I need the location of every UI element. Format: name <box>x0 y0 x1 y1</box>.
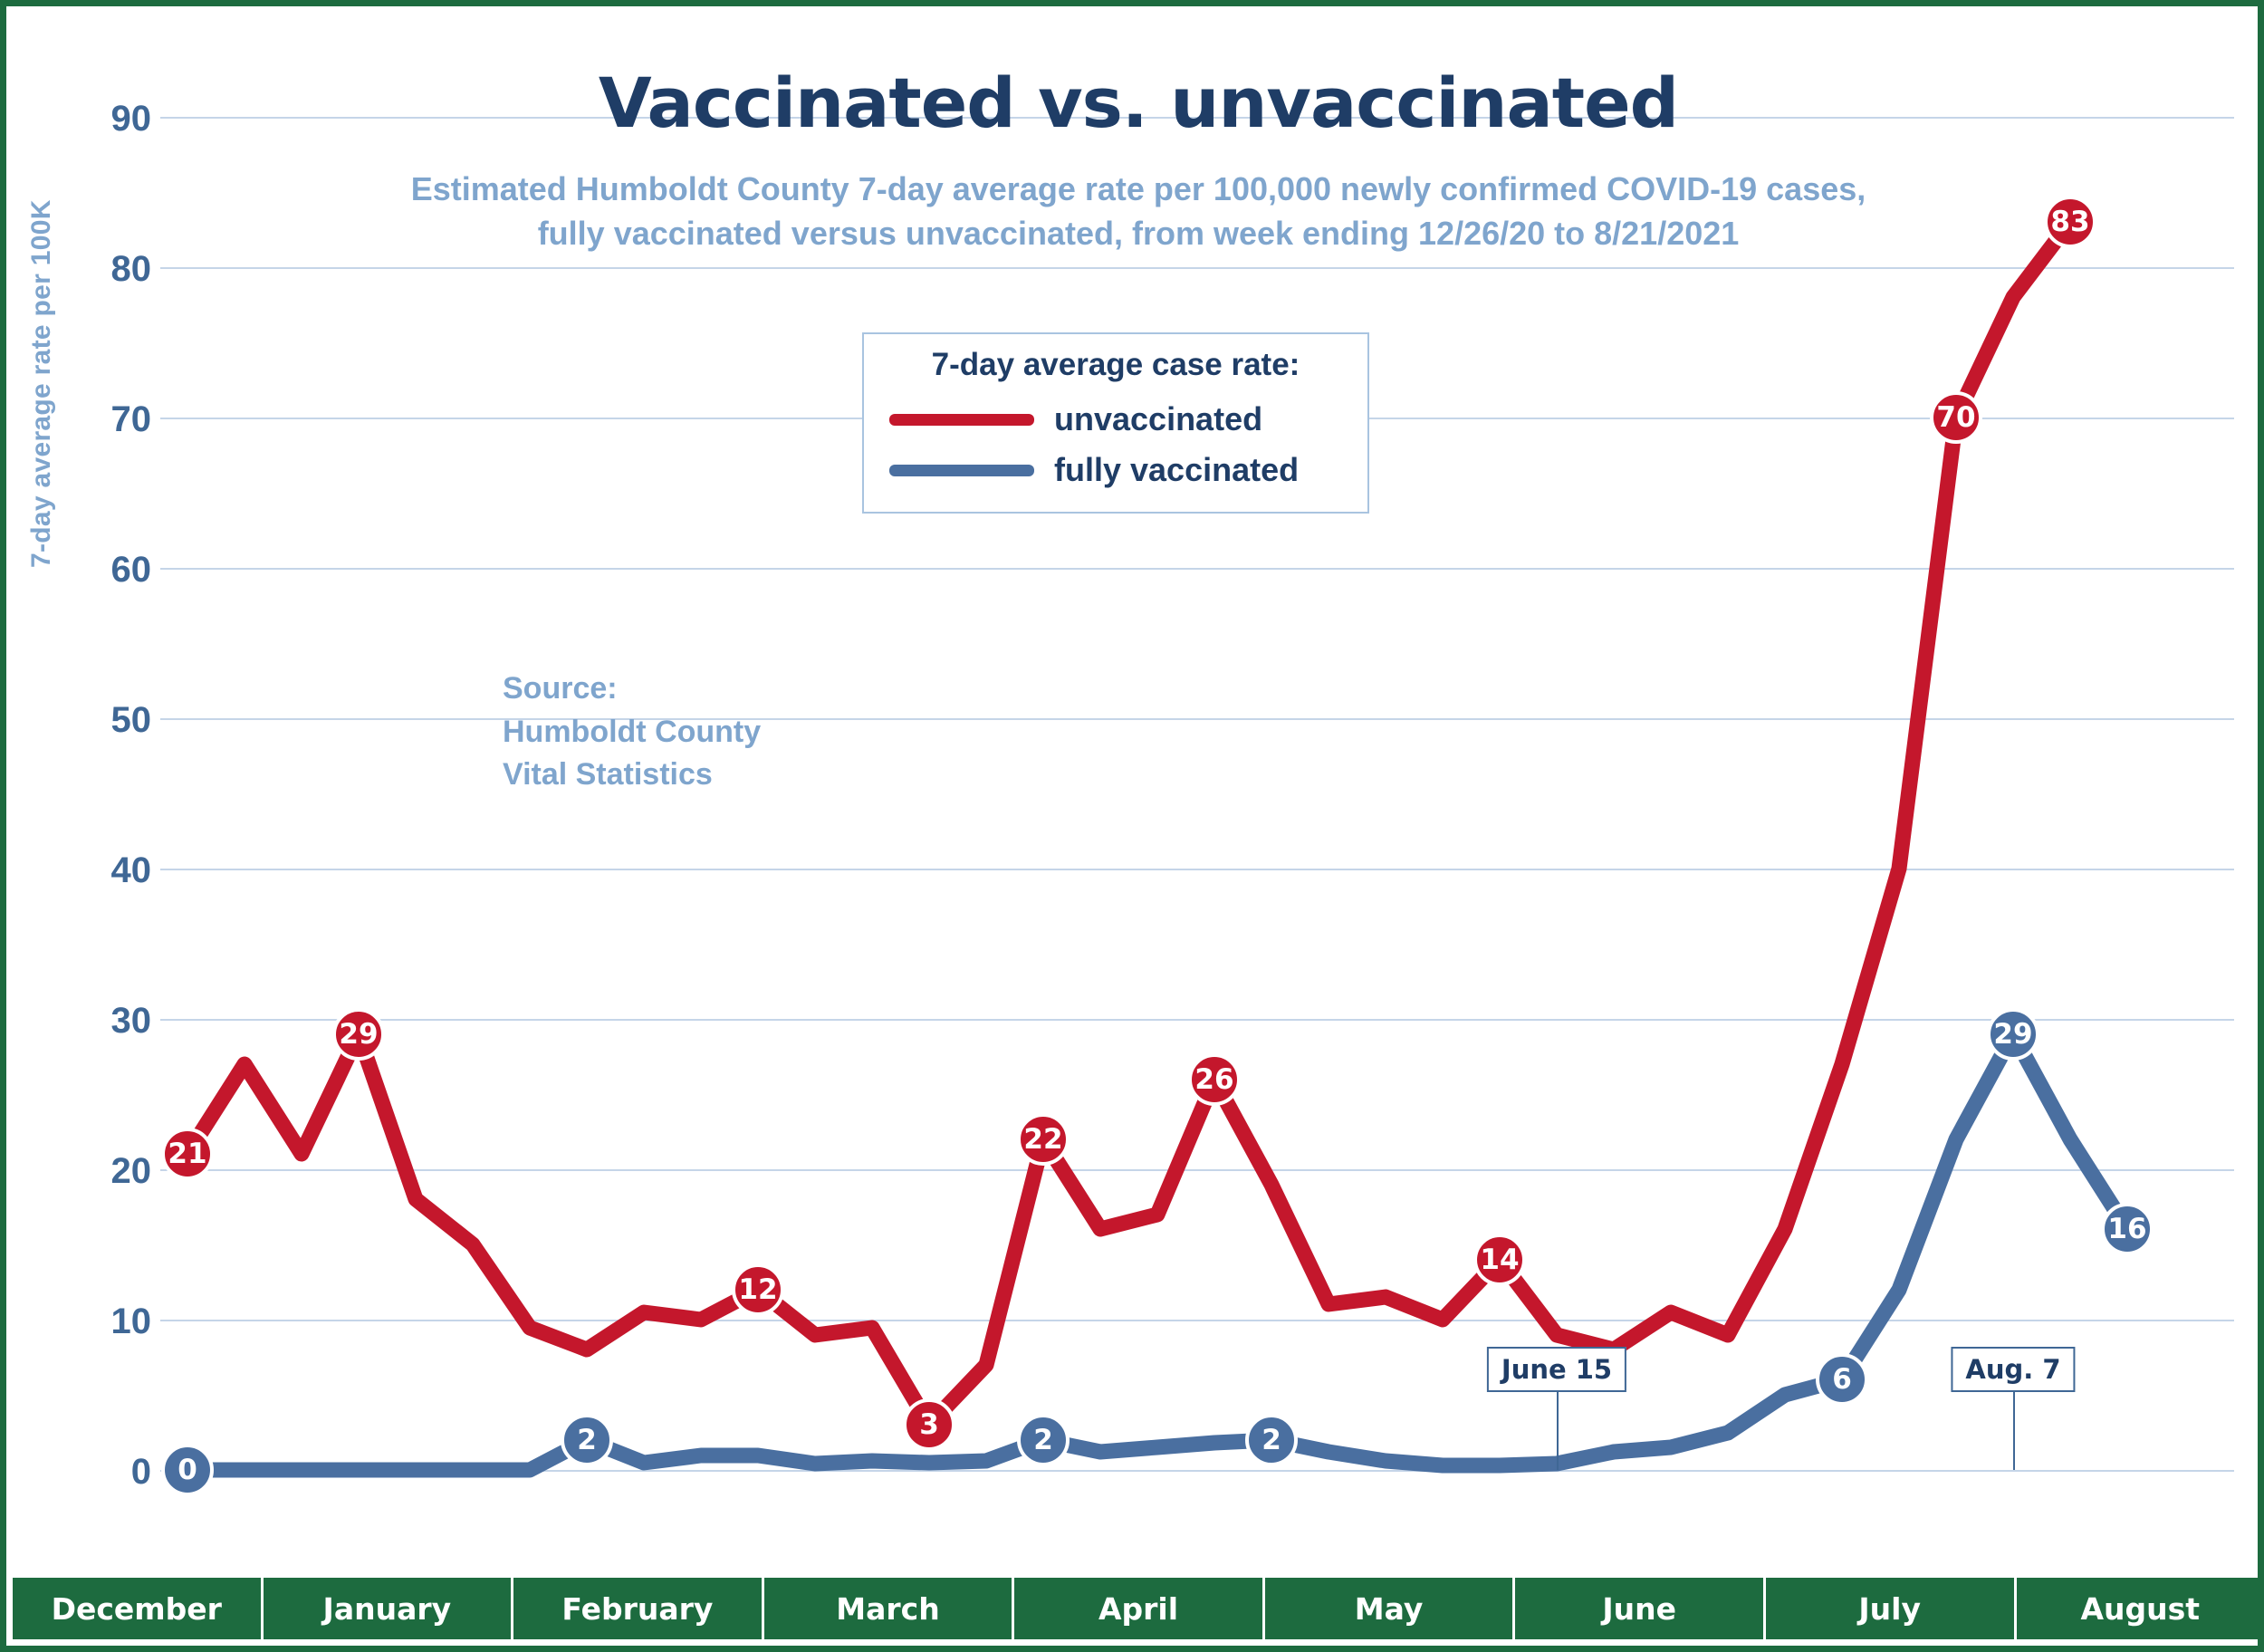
annotation-june-15-stem <box>1557 1392 1559 1470</box>
month-january: January <box>264 1578 514 1639</box>
marker-unvaccinated-0: 21 <box>161 1128 214 1180</box>
month-august: August <box>2080 1590 2201 1627</box>
y-tick-10: 10 <box>110 1301 151 1341</box>
chart-subtitle-line1: Estimated Humboldt County 7-day average rate per 100,000 newly confirmed COVID-19 cases, <box>410 170 1866 207</box>
marker-vaccinated-34: 16 <box>2101 1203 2154 1255</box>
legend-label-unvaccinated: unvaccinated <box>1054 400 1263 437</box>
marker-unvaccinated-3: 29 <box>332 1008 385 1061</box>
marker-unvaccinated-10: 12 <box>732 1263 784 1316</box>
legend-label-fully-vaccinated: fully vaccinated <box>1054 451 1300 488</box>
y-tick-80: 80 <box>110 249 151 289</box>
marker-unvaccinated-31: 70 <box>1930 391 1982 444</box>
y-axis-title: 7-day average rate per 100K <box>26 199 56 568</box>
legend-swatch-fully-vaccinated <box>889 465 1034 476</box>
month-may: May <box>1265 1578 1516 1639</box>
marker-vaccinated-7: 2 <box>561 1414 613 1466</box>
legend-swatch-unvaccinated <box>889 414 1034 426</box>
y-tick-20: 20 <box>110 1151 151 1191</box>
marker-vaccinated-15: 2 <box>1017 1414 1070 1466</box>
marker-vaccinated-19: 2 <box>1245 1414 1298 1466</box>
annotation-aug-7-stem <box>2013 1392 2015 1470</box>
source-note-line2: Humboldt County <box>503 714 762 749</box>
series-lines <box>160 61 2234 1532</box>
legend-item-fully-vaccinated <box>864 445 1367 495</box>
annotation-aug-7: Aug. 7 <box>1951 1347 2075 1392</box>
y-tick-90: 90 <box>110 99 151 139</box>
month-axis <box>13 1578 2264 1639</box>
y-tick-30: 30 <box>110 1001 151 1041</box>
plot-area <box>160 61 2234 1532</box>
y-tick-70: 70 <box>110 399 151 439</box>
month-july: July <box>1766 1578 2017 1639</box>
y-tick-40: 40 <box>110 850 151 890</box>
month-december: December <box>13 1578 264 1639</box>
chart-subtitle <box>6 168 2264 255</box>
marker-vaccinated-29: 6 <box>1816 1353 1868 1406</box>
month-february: February <box>513 1578 764 1639</box>
y-tick-60: 60 <box>110 550 151 590</box>
legend-item-unvaccinated <box>864 394 1367 445</box>
source-note-line1: Source: <box>503 671 618 706</box>
y-tick-0: 0 <box>130 1452 151 1492</box>
month-june: June <box>1515 1578 1766 1639</box>
source-note-line3: Vital Statistics <box>503 757 713 792</box>
chart-subtitle-line2: fully vaccinated versus unvaccinated, from week ending 12/26/20 to 8/21/2021 <box>537 214 1740 252</box>
marker-unvaccinated-18: 26 <box>1188 1053 1241 1106</box>
legend <box>862 332 1369 514</box>
legend-title: 7-day average case rate: <box>931 347 1300 382</box>
marker-unvaccinated-33: 83 <box>2044 196 2096 248</box>
marker-unvaccinated-15: 22 <box>1017 1113 1070 1166</box>
marker-unvaccinated-13: 3 <box>903 1398 955 1451</box>
source-note <box>503 668 761 797</box>
marker-unvaccinated-23: 14 <box>1473 1234 1526 1286</box>
annotation-june-15: June 15 <box>1487 1347 1626 1392</box>
month-april: April <box>1014 1578 1265 1639</box>
marker-vaccinated-32: 29 <box>1987 1008 2039 1061</box>
page-title: Vaccinated vs. unvaccinated <box>598 62 1679 143</box>
marker-vaccinated-0: 0 <box>161 1444 214 1496</box>
y-tick-50: 50 <box>110 700 151 740</box>
month-march: March <box>764 1578 1015 1639</box>
